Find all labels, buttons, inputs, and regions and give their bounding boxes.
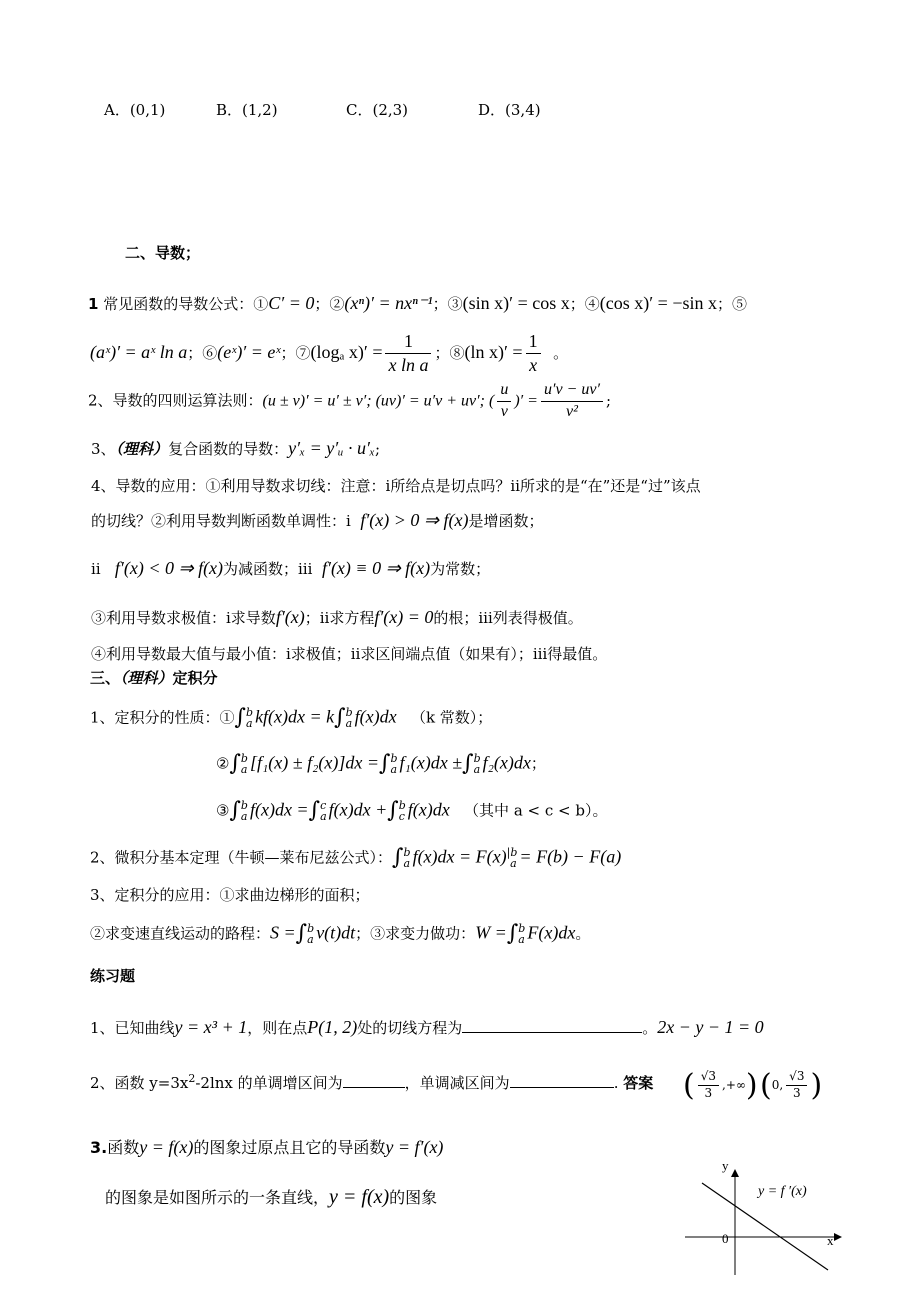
rules-uv-fraction	[497, 380, 511, 423]
integral-limits: b a	[518, 922, 526, 947]
int2-end: ；	[530, 754, 546, 773]
arithmetic-rules	[88, 380, 611, 423]
p3-b: 的图象过原点且它的导函数	[193, 1138, 386, 1157]
p2-a: 2、函数 y=3x	[90, 1074, 189, 1092]
app-line3-ii: ⅱ	[91, 560, 101, 578]
chain-rule	[91, 437, 380, 460]
rules-end: ;	[605, 391, 611, 410]
circle-3: ；③	[432, 295, 463, 313]
p2-blank-2[interactable]	[510, 1073, 614, 1088]
integral-sign: ∫	[387, 798, 399, 823]
int3-expr2: f(x)dx +	[328, 799, 388, 820]
app-line4-c: 的根；ⅲ列表得极值。	[433, 609, 583, 627]
circle-5: ；⑤	[717, 295, 748, 313]
integral-limits: b a	[307, 922, 315, 947]
int2-expr2: f₁(x)dx ±	[399, 752, 463, 773]
app3b-end: 。	[575, 924, 591, 943]
p3-a: 函数	[107, 1138, 140, 1157]
app-line4-expr2: f′(x) = 0	[374, 607, 434, 627]
practice-title: 练习题	[90, 967, 136, 985]
integral-sign: ∫	[234, 705, 247, 730]
p3-line2-a: 的图象是如图所示的一条直线，	[105, 1188, 330, 1207]
paren-right: )	[810, 1068, 823, 1103]
derivative-graph	[680, 1155, 845, 1275]
int2-expr: [f₁(x) ± f₂(x)]dx =	[249, 752, 379, 773]
rules-quotient-num: u′v − uv′	[541, 380, 603, 402]
int1-expr: kf(x)dx = k	[255, 706, 335, 727]
p1-b: ，则在点	[247, 1019, 308, 1037]
ftc-expr2: = F(b) − F(a)	[519, 846, 622, 867]
science-tag: （理科）	[115, 440, 169, 458]
formula-5: (aˣ)′ = aˣ ln a	[90, 341, 188, 362]
integral-limits: b a	[390, 752, 398, 777]
chain-rule-text: 复合函数的导数：	[168, 440, 289, 458]
circle-1: ①	[253, 295, 269, 313]
app3b-expr1b: v(t)dt	[316, 922, 356, 943]
integral-applications: 3、定积分的应用：①求曲边梯形的面积；	[90, 886, 370, 904]
rules-u: u	[497, 380, 511, 402]
applications-line5: ④利用导数最大值与最小值：ⅰ求极值；ⅱ求区间端点值（如果有）；ⅲ得最值。	[91, 645, 608, 663]
rules-v: v	[500, 402, 508, 420]
formula-3: (sin x)′ = cos x	[462, 293, 570, 313]
app-line2-text: 的切线？②利用导数判断函数单调性：ⅰ	[91, 512, 351, 530]
app-line4-b: ；ⅱ求方程	[304, 609, 375, 627]
integral-limits: b a	[240, 799, 248, 824]
integral-limits: b a	[246, 706, 254, 731]
app-line3-expr1: f′(x) < 0 ⇒ f(x)	[114, 558, 224, 578]
app-line2-expr: f′(x) > 0 ⇒ f(x)	[360, 510, 469, 530]
integral-sign: ∫	[506, 921, 519, 946]
integral-limits: b c	[398, 799, 406, 824]
p2-blank-1[interactable]	[343, 1073, 405, 1088]
paren-left: (	[683, 1068, 695, 1103]
option-d: D．(3,4)	[478, 101, 541, 119]
integral-sign: ∫	[462, 751, 474, 776]
int3-expr3: f(x)dx	[407, 799, 450, 820]
p1-d: 。	[642, 1019, 658, 1037]
p2-d: .	[613, 1074, 619, 1092]
formula-2: (xⁿ)′ = nxⁿ⁻¹	[344, 293, 433, 313]
applications-line4	[91, 606, 583, 629]
app-line4-expr1: f′(x)	[275, 607, 305, 627]
circle-2: ；②	[314, 295, 345, 313]
chain-rule-end: ;	[375, 440, 381, 458]
circle-8: ；⑧	[434, 343, 465, 362]
formula-4: (cos x)′ = −sin x	[599, 293, 717, 313]
app-line3-mid: 为减函数；ⅲ	[223, 560, 313, 578]
p2-ans1-frac	[698, 1069, 719, 1101]
rules-quotient-den: v²	[565, 402, 578, 420]
int3-note: （其中 a < c < b）。	[464, 801, 608, 820]
circle-6: ；⑥	[187, 343, 218, 362]
formula-1: C′ = 0	[268, 293, 315, 313]
p1-a: 1、已知曲线	[90, 1019, 175, 1037]
p2-ans1-tail: ,+∞	[722, 1078, 746, 1092]
p2-sup: 2	[188, 1072, 196, 1085]
formula-8: (ln x)′ =	[464, 341, 523, 362]
formula-7-numerator: 1	[385, 330, 431, 354]
integral-sign: ∫	[295, 921, 308, 946]
applications-line2	[91, 509, 544, 532]
rules-expr: (u ± v)′ = u′ ± v′; (uv)′ = u′v + uv′; (	[262, 392, 495, 410]
formula-label: 常见函数的导数公式：	[103, 295, 254, 313]
integral-property-2	[216, 750, 546, 779]
p3-expr2: y = f′(x)	[385, 1137, 444, 1157]
integral-limits: c a	[320, 799, 327, 824]
int2-expr3: f₂(x)dx	[482, 752, 531, 773]
p2-ans1-num: √3	[698, 1069, 719, 1086]
app-line4-a: ③利用导数求极值：ⅰ求导数	[91, 609, 276, 627]
derivative-formulas-line2	[90, 330, 568, 378]
p2-ans2-num: √3	[786, 1069, 807, 1086]
graph-curve-label: y = f ′(x)	[758, 1184, 807, 1199]
p1-point: P(1, 2)	[307, 1017, 358, 1037]
int3-label: ③	[216, 801, 230, 820]
x-axis-arrow	[834, 1233, 842, 1241]
p2-ans2-den: 3	[792, 1086, 801, 1100]
eval-bar-limits: |b a	[506, 846, 518, 871]
problem-1	[90, 1016, 764, 1039]
formula-end: 。	[553, 343, 569, 362]
problem-2	[90, 1072, 653, 1094]
integral-applications-2	[90, 920, 590, 949]
app3b-a: ②求变速直线运动的路程：	[90, 924, 271, 943]
formula-8-fraction	[526, 330, 541, 378]
int1-expr2: f(x)dx	[354, 706, 397, 727]
p2-answer-label: 答案	[623, 1074, 654, 1092]
p1-c: 处的切线方程为	[357, 1019, 463, 1037]
p2-c: ，单调减区间为	[404, 1074, 510, 1092]
option-c: C．(2,3)	[346, 101, 409, 119]
p2-answer-1	[683, 1066, 758, 1105]
integral-sign: ∫	[378, 751, 391, 776]
integral-sign: ∫	[229, 751, 241, 776]
integral-limits: b a	[473, 752, 481, 777]
app3b-expr1: S =	[270, 922, 296, 943]
app-line3-tail: 为常数；	[430, 560, 491, 578]
chain-rule-num: 3、	[91, 440, 116, 458]
integral-sign: ∫	[308, 798, 321, 823]
sec3-name: 定积分	[172, 669, 218, 687]
app3b-expr2: W =	[475, 922, 507, 943]
section-3-title	[90, 669, 218, 689]
paren-left: (	[760, 1068, 772, 1103]
rules-label: 2、导数的四则运算法则：	[88, 391, 263, 410]
problem-3-line2	[105, 1184, 437, 1210]
app-line3-expr2: f′(x) ≡ 0 ⇒ f(x)	[322, 558, 431, 578]
int1-label: 1、定积分的性质：①	[90, 708, 235, 727]
rules-mid: )′ =	[514, 392, 538, 410]
derivative-formulas-line1	[88, 292, 747, 315]
integral-sign: ∫	[229, 798, 241, 823]
sec3-science: （理科）	[120, 669, 173, 687]
formula-number: 1	[88, 295, 99, 313]
app3b-expr2b: F(x)dx	[527, 922, 576, 943]
circle-7: ；⑦	[280, 343, 311, 362]
formula-8-numerator: 1	[526, 330, 541, 354]
int2-label: ②	[216, 754, 230, 773]
option-a: A．(0,1)	[104, 101, 166, 119]
paren-right: )	[745, 1068, 758, 1103]
p3-line2-expr: y = f(x)	[329, 1186, 390, 1208]
graph-x-label: x	[827, 1233, 834, 1248]
app3b-b: ；③求变力做功：	[355, 924, 476, 943]
rules-quotient-fraction	[541, 380, 603, 423]
p1-curve: y = x³ + 1	[174, 1017, 248, 1037]
int3-expr: f(x)dx =	[249, 799, 309, 820]
p2-b: -2lnx 的单调增区间为	[195, 1074, 343, 1092]
ftc-expr: f(x)dx = F(x)	[412, 846, 507, 867]
integral-property-3	[216, 797, 607, 826]
p2-ans2-frac	[786, 1069, 807, 1101]
problem-3	[90, 1136, 443, 1159]
graph-y-label: y	[722, 1158, 729, 1173]
chain-rule-expr: y′ₓ = y′ᵤ · u′ₓ	[288, 438, 376, 458]
integral-limits: b a	[240, 752, 248, 777]
applications-line1: 4、导数的应用：①利用导数求切线：注意：ⅰ所给点是切点吗？ⅱ所求的是“在”还是“过”该点	[91, 477, 701, 495]
formula-7-fraction	[385, 330, 431, 378]
y-axis-arrow	[731, 1169, 739, 1177]
formula-7-denominator: x ln a	[388, 355, 429, 376]
graph-origin-label: 0	[722, 1231, 729, 1246]
section-2-title: 二、导数；	[125, 244, 201, 262]
fundamental-theorem	[90, 844, 621, 873]
formula-8-denominator: x	[529, 355, 538, 376]
p2-ans1-den: 3	[704, 1086, 713, 1100]
p3-line2-b: 的图象	[389, 1188, 438, 1207]
integral-sign: ∫	[334, 705, 346, 730]
formula-7: (logₐ x)′ =	[310, 341, 383, 362]
applications-line3	[91, 557, 490, 580]
p2-ans2-head: 0,	[771, 1078, 784, 1092]
circle-4: ；④	[569, 295, 600, 313]
ftc-label: 2、微积分基本定理（牛顿—莱布尼兹公式）：	[90, 848, 393, 867]
p1-answer: 2x − y − 1 = 0	[657, 1017, 764, 1037]
p3-expr1: y = f(x)	[139, 1137, 194, 1157]
integral-limits: b a	[345, 706, 353, 731]
integral-property-1	[90, 704, 492, 733]
p1-blank[interactable]	[462, 1018, 642, 1033]
app-line2-tail: 是增函数；	[468, 512, 544, 530]
formula-6: (eˣ)′ = eˣ	[217, 341, 281, 362]
p3-num: 3.	[90, 1138, 108, 1157]
sec3-num: 三、	[90, 669, 121, 687]
integral-sign: ∫	[392, 845, 404, 870]
integral-limits: b a	[403, 846, 411, 871]
option-b: B．(1,2)	[216, 101, 278, 119]
p2-answer-2	[760, 1066, 822, 1105]
int1-note: （k 常数）；	[410, 708, 493, 727]
